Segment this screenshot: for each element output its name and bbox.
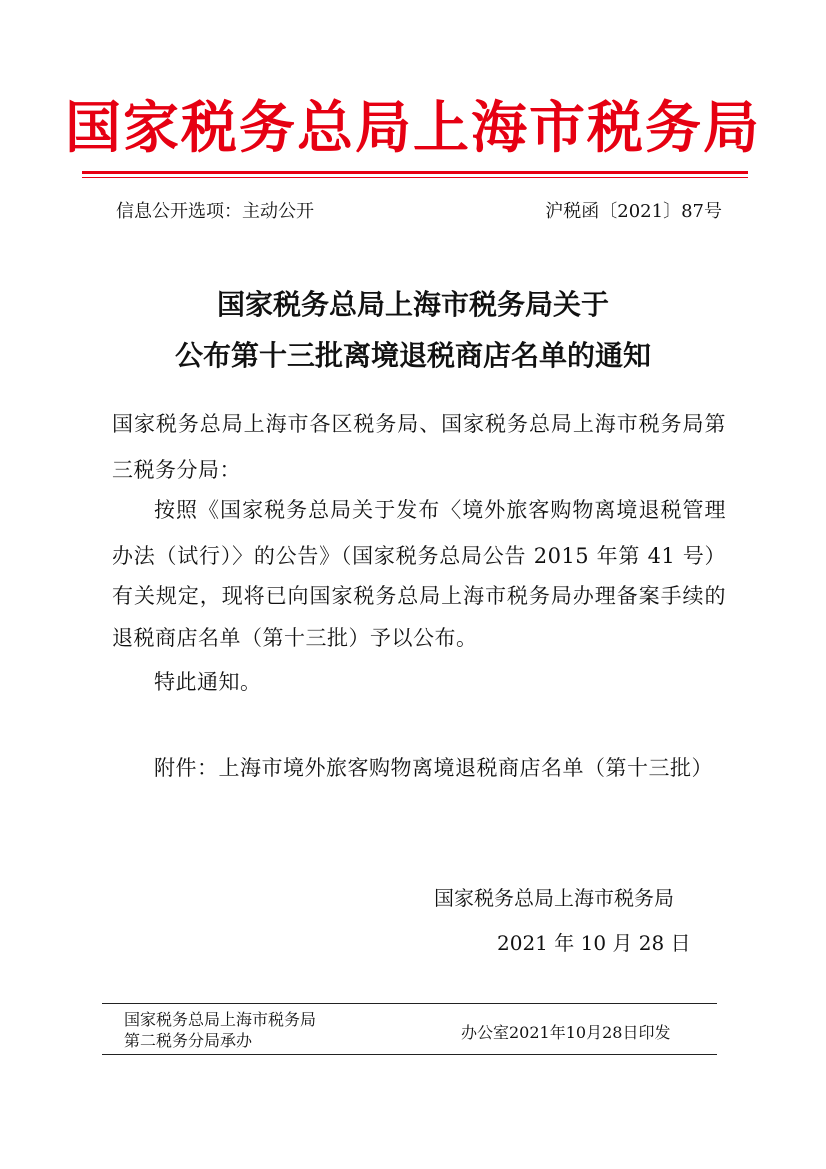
- addressee-line-2: 三税务分局：: [112, 458, 241, 482]
- red-separator-thick: [82, 171, 748, 174]
- attachment-note: 附件：上海市境外旅客购物离境退税商店名单（第十三批）: [154, 756, 713, 780]
- document-number: 沪税函〔2021〕87号: [545, 201, 722, 222]
- body-paragraph-line-1: 按照《国家税务总局关于发布〈境外旅客购物离境退税管理: [154, 498, 726, 522]
- body-paragraph-line-3: 有关规定，现将已向国家税务总局上海市税务局办理备案手续的: [112, 584, 726, 608]
- addressee-line-1: 国家税务总局上海市各区税务局、国家税务总局上海市税务局第: [112, 412, 726, 436]
- body-paragraph-line-4: 退税商店名单（第十三批）予以公布。: [112, 626, 478, 650]
- issuing-authority-header: 国家税务总局上海市税务局: [65, 95, 761, 161]
- red-separator-thin: [82, 177, 748, 178]
- document-title-line-1: 国家税务总局上海市税务局关于: [216, 288, 609, 321]
- closing-phrase: 特此通知。: [154, 670, 262, 694]
- signature-date: 2021 年 10 月 28 日: [497, 931, 691, 955]
- footer-undertaking-unit: [124, 1009, 316, 1051]
- disclosure-option: 信息公开选项：主动公开: [116, 201, 314, 222]
- signature-organization: 国家税务总局上海市税务局: [434, 886, 674, 910]
- document-title-line-2: 公布第十三批离境退税商店名单的通知: [174, 339, 651, 372]
- footer-print-info: 办公室2021年10月28日印发: [461, 1023, 671, 1042]
- body-paragraph-line-2: 办法（试行）〉的公告》（国家税务总局公告 2015 年第 41 号）: [112, 544, 726, 568]
- footer-top-rule: [102, 1003, 717, 1004]
- footer-undertaking-line-1: 国家税务总局上海市税务局: [124, 1010, 317, 1029]
- footer-undertaking-line-2: 第二税务分局承办: [124, 1031, 253, 1050]
- footer-bottom-rule: [102, 1054, 717, 1055]
